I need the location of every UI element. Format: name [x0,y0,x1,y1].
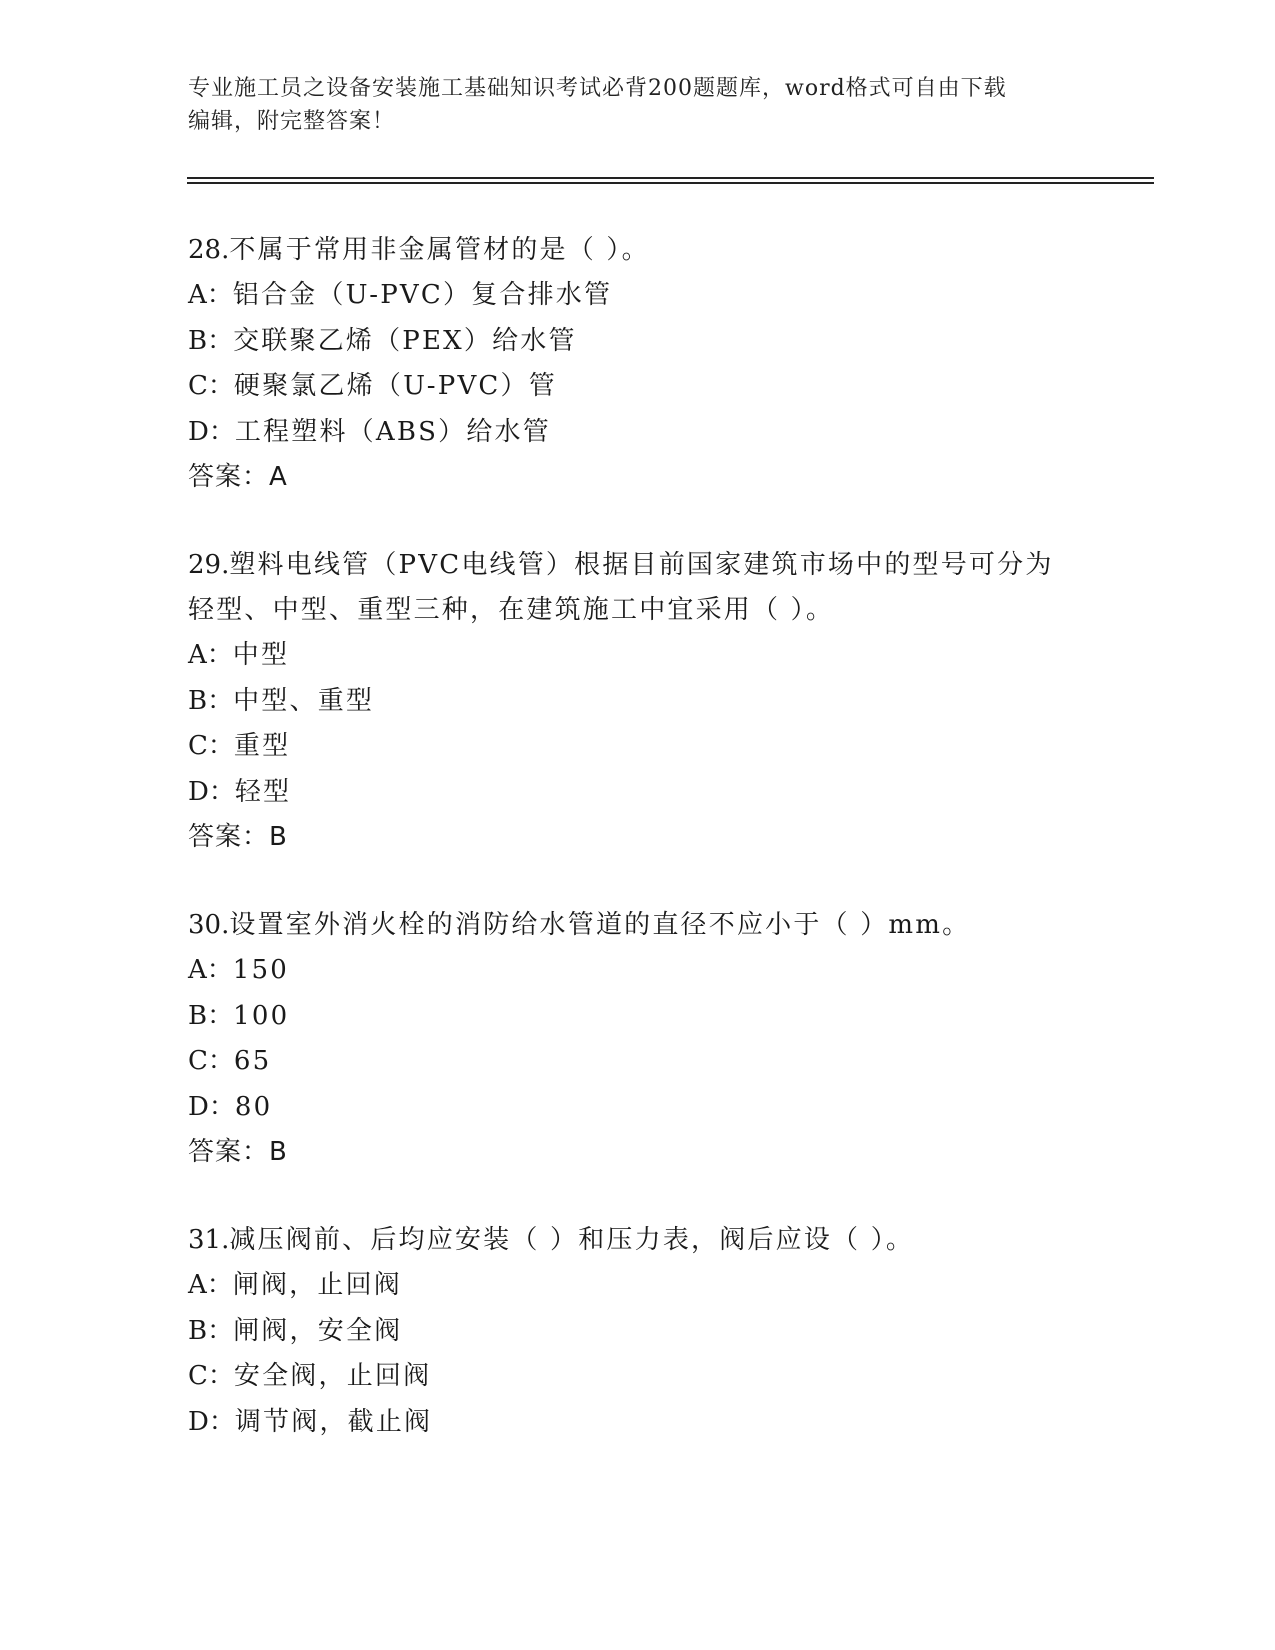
option-text: 交联聚乙烯（PEX）给水管 [233,325,577,356]
option-text: 铝合金（U-PVC）复合排水管 [232,280,613,310]
option-text: 闸阀，安全阀 [233,1315,403,1346]
question-number: 30. [188,910,230,940]
header-line-2: 编辑，附完整答案！ [188,109,396,134]
question-29 [188,543,1088,860]
question-stem [188,228,1088,273]
option-key: A： [188,955,233,985]
option-c [188,364,1088,410]
option-a [188,633,1088,679]
question-text: 不属于常用非金属管材的是（ ）。 [229,235,650,265]
answer-line: 答案：B [188,822,288,852]
question-stem [188,543,1088,588]
option-key: D： [188,776,235,807]
option-text: 闸阀，止回阀 [232,1270,402,1300]
option-key: D： [188,416,235,447]
header-line-1: 专业施工员之设备安装施工基础知识考试必背200题题库，word格式可自由下载 [188,76,1007,101]
option-b [188,319,1088,365]
option-text: 中型、重型 [233,685,375,716]
document-header [188,72,1088,138]
question-stem-continued: 轻型、中型、重型三种，在建筑施工中宜采用（ ）。 [188,595,835,625]
option-c [188,1039,1088,1085]
option-c [188,1354,1088,1400]
option-key: B： [188,1000,234,1031]
option-text: 安全阀，止回阀 [233,1361,432,1391]
option-a [188,948,1088,994]
option-key: C： [188,371,234,401]
option-d [188,1085,1088,1131]
option-d [188,1400,1088,1446]
option-key: B： [188,1315,234,1346]
option-text: 工程塑料（ABS）给水管 [234,416,551,447]
question-stem [188,1218,1088,1263]
option-b [188,994,1088,1040]
option-d [188,410,1088,456]
option-key: A： [188,640,233,670]
question-number: 28. [188,235,230,265]
option-d [188,770,1088,816]
option-text: 150 [232,955,290,985]
option-key: C： [188,1046,234,1076]
option-text: 轻型 [234,776,292,807]
option-text: 中型 [232,640,290,670]
option-text: 65 [233,1046,272,1076]
option-key: B： [188,325,234,356]
option-b [188,679,1088,725]
option-key: C： [188,731,234,761]
option-key: A： [188,1270,233,1300]
option-key: D： [188,1091,235,1122]
answer-line: 答案：A [188,462,288,492]
option-key: B： [188,685,234,716]
option-key: A： [188,280,233,310]
question-list [188,228,1088,1488]
answer-line: 答案：B [188,1137,288,1167]
option-text: 重型 [233,731,291,761]
header-divider-top [187,177,1154,179]
question-text: 设置室外消火栓的消防给水管道的直径不应小于（ ）mm。 [229,910,971,940]
question-stem [188,903,1088,948]
option-c [188,724,1088,770]
option-key: C： [188,1361,234,1391]
question-text: 减压阀前、后均应安装（ ）和压力表，阀后应设（ ）。 [229,1225,915,1255]
option-b [188,1309,1088,1355]
question-28 [188,228,1088,500]
question-number: 29. [188,550,230,580]
question-text: 塑料电线管（PVC电线管）根据目前国家建筑市场中的型号可分为 [229,550,1054,580]
option-a [188,273,1088,319]
question-30 [188,903,1088,1175]
option-text: 硬聚氯乙烯（U-PVC）管 [233,371,557,401]
header-divider-bottom [187,182,1154,184]
option-text: 调节阀，截止阀 [234,1406,433,1437]
question-number: 31. [188,1225,230,1255]
option-text: 80 [234,1091,273,1122]
option-text: 100 [233,1000,290,1031]
question-31 [188,1218,1088,1445]
option-a [188,1263,1088,1309]
option-key: D： [188,1406,235,1437]
